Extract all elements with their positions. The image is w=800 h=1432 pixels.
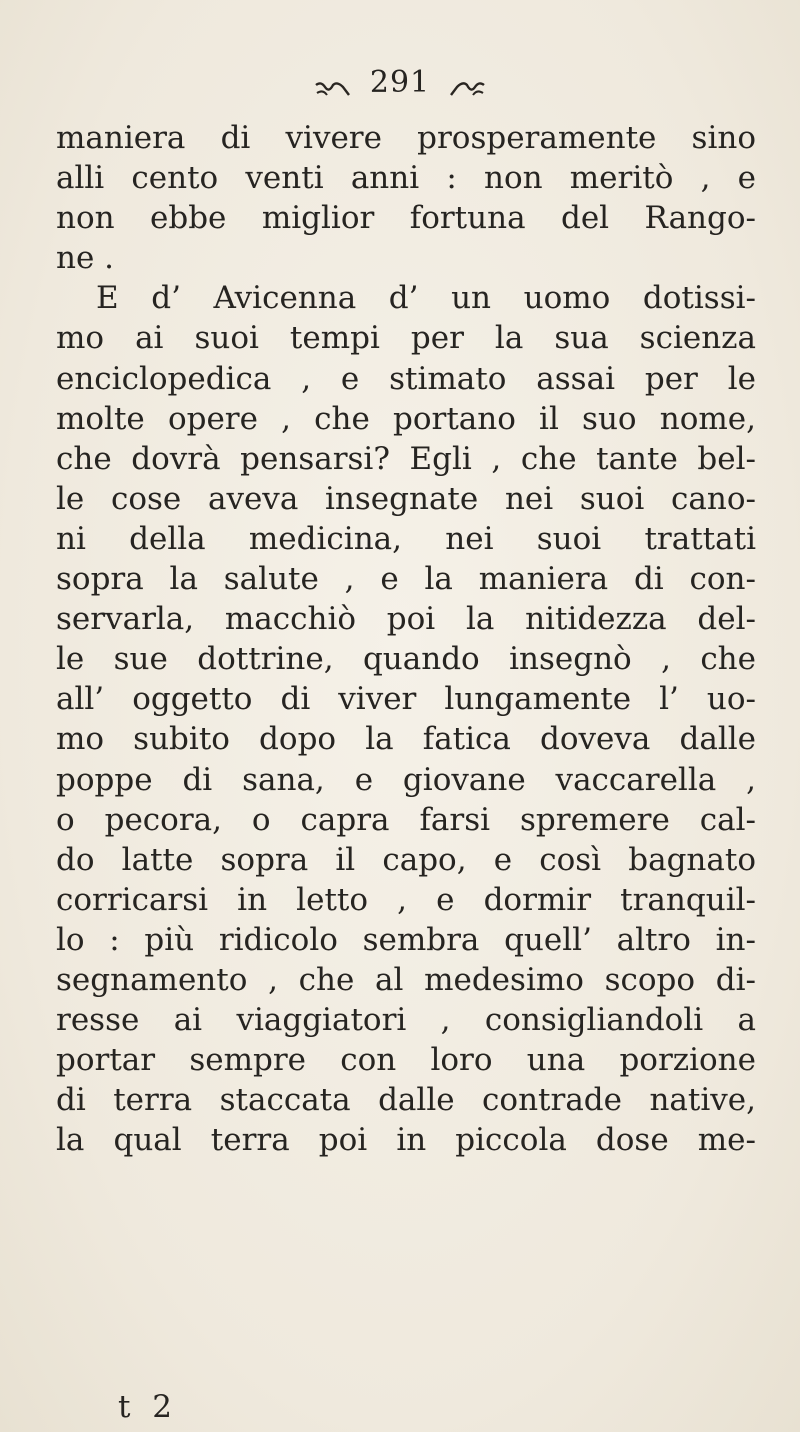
text-line: maniera di vivere prosperamente sino — [56, 120, 756, 156]
text-line: ne . — [56, 240, 115, 277]
text-line: le sue dottrine, quando insegnò , che — [56, 641, 756, 678]
text-line: resse ai viaggiatori , consigliandoli a — [56, 1002, 756, 1039]
text-line: corricarsi in letto , e dormir tranquil- — [56, 881, 756, 918]
ornament-left-icon — [313, 72, 353, 94]
text-line: di terra staccata dalle contrade native, — [56, 1082, 756, 1119]
text-line: all’ oggetto di viver lungamente l’ uo- — [56, 681, 756, 718]
text-line: molte opere , che portano il suo nome, — [56, 400, 756, 437]
text-line: che dovrà pensarsi? Egli , che tante bel- — [56, 440, 756, 477]
text-line: servarla, macchiò poi la nitidezza del- — [56, 601, 756, 638]
text-line: poppe di sana, e giovane vaccarella , — [56, 761, 756, 798]
signature-mark: t 2 — [118, 1389, 179, 1425]
text-line: enciclopedica , e stimato assai per le — [56, 360, 756, 397]
text-line: sopra la salute , e la maniera di con- — [56, 561, 756, 598]
page-header — [0, 62, 800, 103]
ornament-right-icon — [447, 72, 487, 94]
text-line: le cose aveva insegnate nei suoi cano- — [56, 480, 756, 517]
text-line: non ebbe miglior fortuna del Rango- — [56, 200, 756, 237]
text-line: lo : più ridicolo sembra quell’ altro in- — [56, 921, 756, 958]
text-line: ni della medicina, nei suoi trattati — [56, 520, 756, 557]
text-line: mo ai suoi tempi per la sua scienza — [56, 320, 756, 357]
text-line: portar sempre con loro una porzione — [56, 1042, 756, 1079]
text-line: mo subito dopo la fatica doveva dalle — [56, 721, 756, 758]
text-line: do latte sopra il capo, e così bagnato — [56, 841, 756, 878]
text-line: la qual terra poi in piccola dose me- — [56, 1122, 756, 1159]
body-text — [56, 118, 756, 1160]
text-line: o pecora, o capra farsi spremere cal- — [56, 801, 756, 838]
text-line: E d’ Avicenna d’ un uomo dotissi- — [96, 280, 756, 317]
page-number: 291 — [369, 65, 431, 100]
text-line: segnamento , che al medesimo scopo di- — [56, 961, 756, 998]
text-line: alli cento venti anni : non meritò , e — [56, 160, 756, 197]
